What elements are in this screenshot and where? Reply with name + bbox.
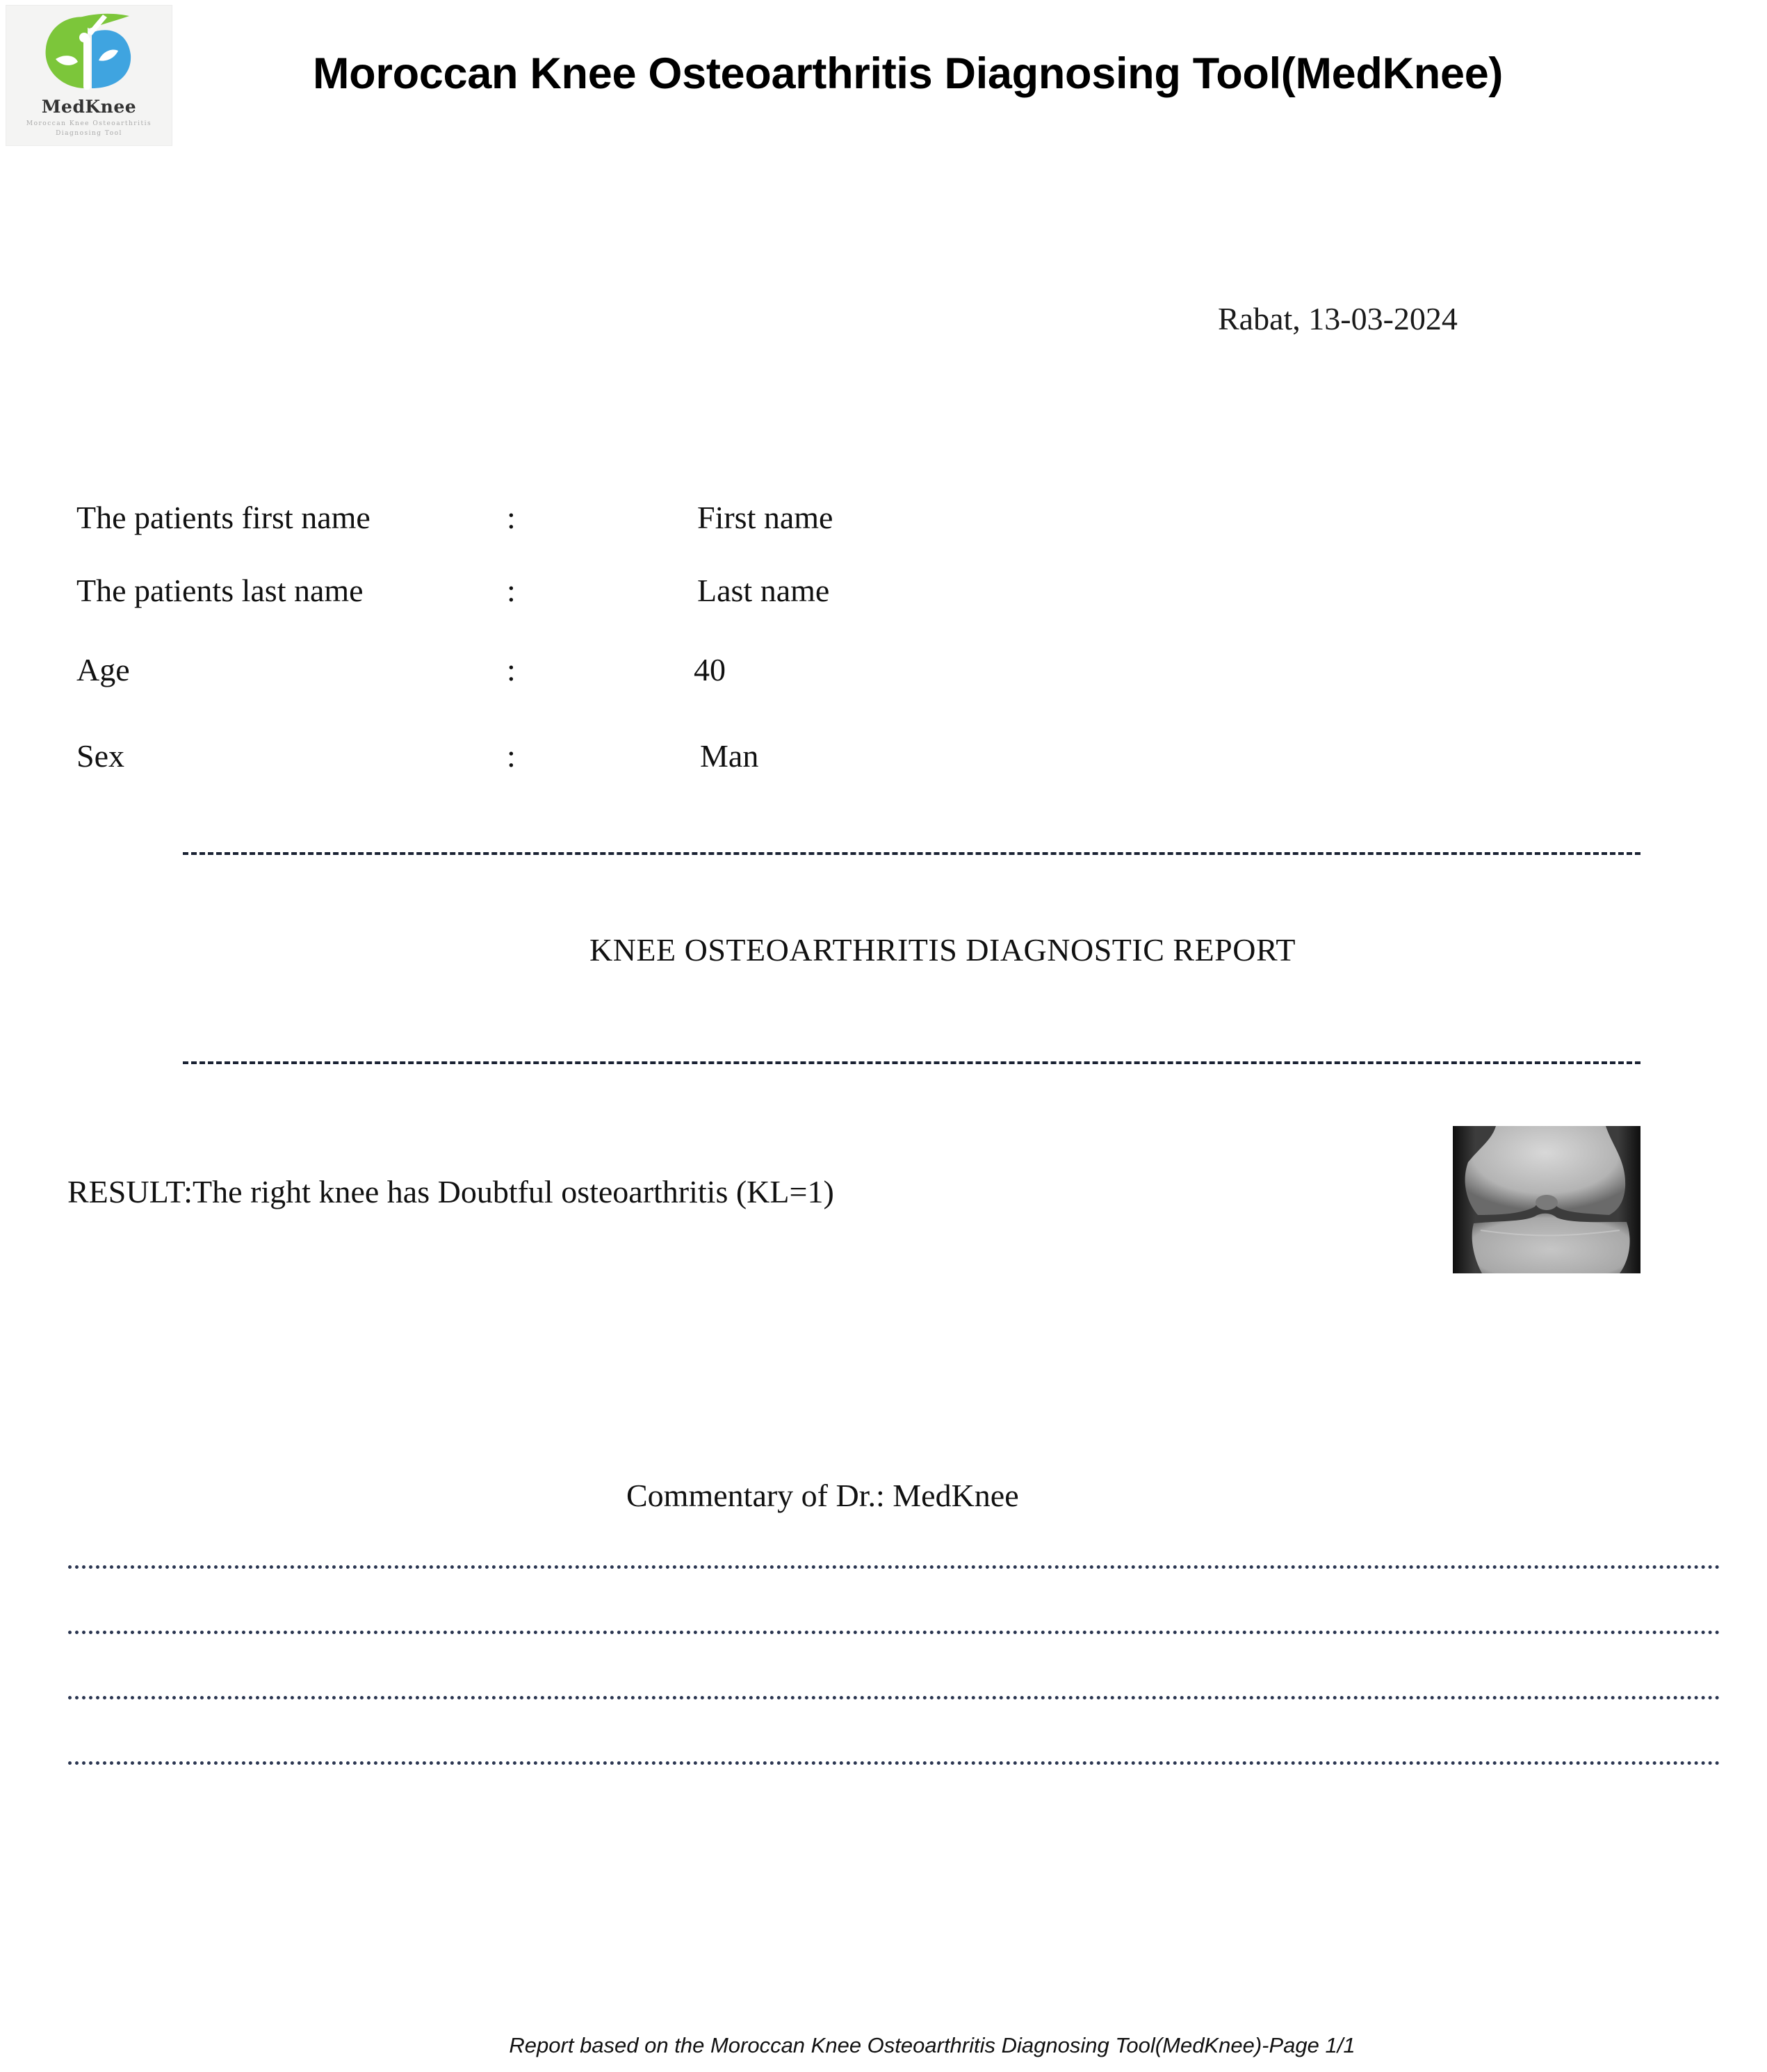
report-heading: KNEE OSTEOARTHRITIS DIAGNOSTIC REPORT — [589, 932, 1296, 968]
place-date: Rabat, 13-03-2024 — [1218, 301, 1458, 336]
logo-subtitle-line2: Diagnosing Tool — [56, 130, 122, 137]
document-title: Moroccan Knee Osteoarthritis Diagnosing Tool(MedKnee) — [313, 49, 1504, 98]
diagnosis-result: RESULT:The right knee has Doubtful osteoarthritis (KL=1) — [67, 1174, 834, 1209]
commentary-line-3 — [68, 1696, 1720, 1699]
knee-leaf-logo-icon — [6, 5, 172, 102]
knee-xray-image — [1453, 1126, 1640, 1273]
sex-colon: : — [507, 738, 516, 774]
first-name-label: The patients first name — [76, 500, 370, 535]
age-colon: : — [507, 652, 516, 687]
commentary-line-2 — [68, 1631, 1720, 1634]
page-footer: Report based on the Moroccan Knee Osteoarthritis Diagnosing Tool(MedKnee)-Page 1/1 — [509, 2033, 1355, 2057]
first-name-colon: : — [507, 500, 516, 535]
commentary-line-4 — [68, 1761, 1720, 1765]
sex-value: Man — [700, 738, 759, 774]
last-name-colon: : — [507, 573, 516, 608]
commentary-line-1 — [68, 1565, 1720, 1569]
commentary-heading: Commentary of Dr.: MedKnee — [626, 1478, 1019, 1513]
last-name-label: The patients last name — [76, 573, 364, 608]
sex-label: Sex — [76, 738, 124, 774]
first-name-value: First name — [697, 500, 833, 535]
last-name-value: Last name — [697, 573, 830, 608]
age-value: 40 — [694, 652, 726, 687]
logo-subtitle-line1: Moroccan Knee Osteoarthritis — [26, 120, 152, 127]
dashed-divider-bottom — [183, 1061, 1640, 1064]
dashed-divider-top — [183, 852, 1640, 855]
logo-wordmark: MedKnee — [41, 97, 137, 117]
medknee-logo — [6, 5, 172, 146]
knee-xray-icon — [1453, 1126, 1640, 1273]
age-label: Age — [76, 652, 130, 687]
